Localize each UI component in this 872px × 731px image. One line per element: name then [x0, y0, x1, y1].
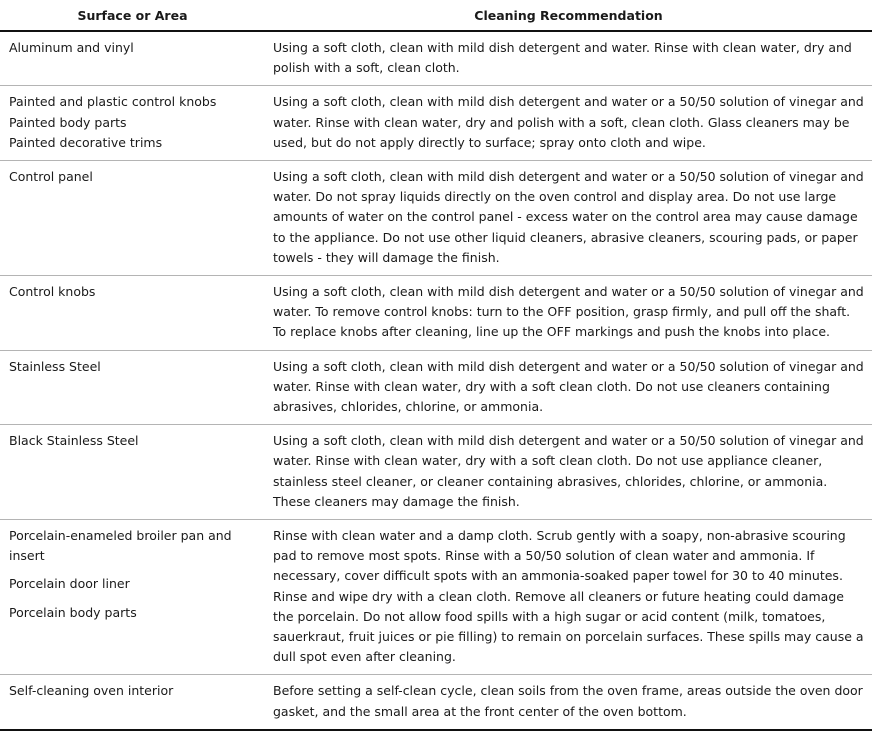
recommendation-cell: Using a soft cloth, clean with mild dish detergent and water or a 50/50 solution of vinegar and water. Rinse with clean water, dry with a soft clean cloth. Do not use appliance cleaner, stainless steel cleaner, or cleaner containing abrasives, chlorides, chlorine, or ammonia. These cleaners may damage the finish.: [265, 425, 872, 520]
surface-cell: [0, 31, 265, 86]
table-row: [0, 675, 872, 730]
surface-name: Black Stainless Steel: [9, 433, 139, 449]
table-row: [0, 161, 872, 276]
surface-name: Painted body parts: [9, 114, 127, 130]
surface-name: Porcelain-enameled broiler pan and insert: [9, 528, 232, 564]
recommendation-cell: Rinse with clean water and a damp cloth. Scrub gently with a soapy, non-abrasive scouring pad to remove most spots. Rinse with a 50/50 solution of clean water and ammonia. If necessary, cover difficult spots with an ammonia-soaked paper towel for 30 to 40 minutes. Rinse and wipe dry with a clean cloth. Remove all cleaners or future heating could damage the porcelain. Do not allow food spills with a high sugar or acid content (milk, tomatoes, sauerkraut, fruit juices or pie filling) to remain on porcelain surfaces. These spills may cause a dull spot even after cleaning.: [265, 520, 872, 675]
table-row: [0, 520, 872, 675]
surface-name: Stainless Steel: [9, 358, 101, 374]
surface-name: Painted and plastic control knobs: [9, 94, 217, 110]
surface-name: Self-cleaning oven interior: [9, 683, 174, 699]
recommendation-cell: Using a soft cloth, clean with mild dish detergent and water. Rinse with clean water, dry and polish with a soft, clean cloth.: [265, 31, 872, 86]
table-row: [0, 86, 872, 161]
surface-name: Aluminum and vinyl: [9, 40, 134, 55]
table-row: [0, 350, 872, 425]
surface-cell: [0, 425, 265, 520]
table-row: [0, 425, 872, 520]
table-row: [0, 31, 872, 86]
column-header-surface: Surface or Area: [0, 0, 265, 31]
surface-name: Painted decorative trims: [9, 134, 163, 150]
surface-name: Porcelain door liner: [9, 576, 130, 592]
recommendation-cell: Using a soft cloth, clean with mild dish detergent and water or a 50/50 solution of vinegar and water. Rinse with clean water, dry with a soft clean cloth. Do not use cleaners containing abrasives, chlorides, chlorine, or ammonia.: [265, 350, 872, 425]
surface-cell: [0, 276, 265, 351]
column-header-recommendation: Cleaning Recommendation: [265, 0, 872, 31]
table-header-row: [0, 0, 872, 31]
recommendation-cell: Using a soft cloth, clean with mild dish detergent and water or a 50/50 solution of vinegar and water. To remove control knobs: turn to the OFF position, grasp firmly, and pull off the shaft. To replace knobs after cleaning, line up the OFF markings and push the knobs into place.: [265, 276, 872, 351]
surface-cell: [0, 86, 265, 161]
surface-cell: [0, 675, 265, 730]
surface-name: Control knobs: [9, 284, 96, 300]
surface-name: Control panel: [9, 169, 93, 185]
surface-cell: [0, 350, 265, 425]
surface-name: Porcelain body parts: [9, 604, 137, 620]
recommendation-cell: Using a soft cloth, clean with mild dish detergent and water or a 50/50 solution of vinegar and water. Do not spray liquids directly on the oven control and display area. Do not use large amounts of water on the control panel - excess water on the control area may cause damage to the appliance. Do not use other liquid cleaners, abrasive cleaners, scouring pads, or paper towels - they will damage the finish.: [265, 161, 872, 276]
surface-cell: [0, 161, 265, 276]
surface-cell: [0, 520, 265, 675]
table-row: [0, 276, 872, 351]
recommendation-cell: Before setting a self-clean cycle, clean soils from the oven frame, areas outside the oven door gasket, and the small area at the front center of the oven bottom.: [265, 675, 872, 730]
recommendation-cell: Using a soft cloth, clean with mild dish detergent and water or a 50/50 solution of vinegar and water. Rinse with clean water, dry and polish with a soft, clean cloth. Glass cleaners may be used, but do not apply directly to surface; spray onto cloth and wipe.: [265, 86, 872, 161]
